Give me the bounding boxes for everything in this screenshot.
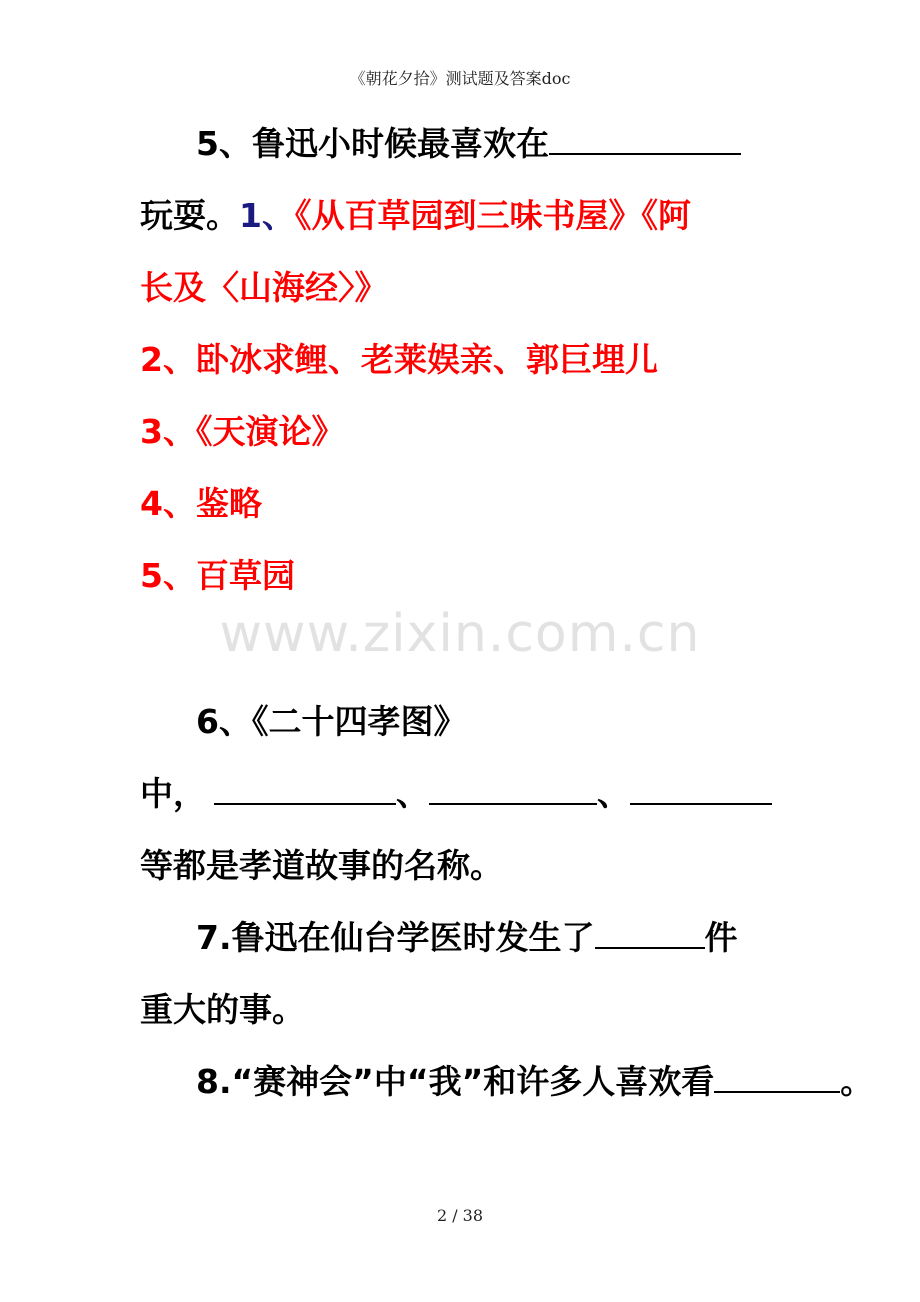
question-7: [196, 918, 738, 958]
answer-blank: [549, 125, 741, 155]
question-6-cont: 等都是孝道故事的名称。: [140, 846, 503, 885]
question-5-text: 5、鲁迅小时候最喜欢在: [196, 124, 549, 163]
question-5-cont: [140, 196, 691, 236]
answer-3: 3、《天演论》: [140, 412, 345, 451]
answer-blank: [630, 775, 772, 805]
answer-5: 5、百草园: [140, 556, 295, 595]
question-6-blanks: [140, 774, 772, 814]
question-8: [196, 1062, 873, 1102]
separator: 、: [396, 774, 429, 813]
watermark: www.zixin.com.cn: [219, 604, 701, 664]
question-8-text: 8.“赛神会”中“我”和许多人喜欢看: [196, 1062, 715, 1101]
answer-blank: [214, 775, 396, 805]
question-6: 6、《二十四孝图》: [196, 702, 467, 741]
question-6-prefix: 中，: [140, 774, 206, 813]
answer-1-text: 《从百草园到三味书屋》《阿: [294, 196, 691, 235]
answer-1-number: 1、: [239, 196, 295, 235]
page-number: 2 / 38: [436, 1206, 484, 1225]
answer-blank: [714, 1063, 840, 1093]
question-5-cont-text: 玩耍。: [140, 196, 239, 235]
question-7-text: 7.鲁迅在仙台学医时发生了: [196, 918, 595, 957]
answer-4: 4、鉴略: [140, 484, 262, 523]
question-8-suffix: 。: [840, 1062, 874, 1101]
answer-1-cont: 长及〈山海经〉》: [140, 268, 388, 307]
answer-2: 2、卧冰求鲤、老莱娱亲、郭巨埋儿: [140, 340, 658, 379]
answer-blank: [429, 775, 597, 805]
answer-blank: [595, 919, 705, 949]
question-7-cont: 重大的事。: [140, 990, 305, 1029]
separator: 、: [597, 774, 630, 813]
document-header: 《朝花夕拾》测试题及答案doc: [349, 69, 571, 88]
question-5: [196, 124, 741, 164]
question-7-suffix: 件: [704, 918, 738, 957]
